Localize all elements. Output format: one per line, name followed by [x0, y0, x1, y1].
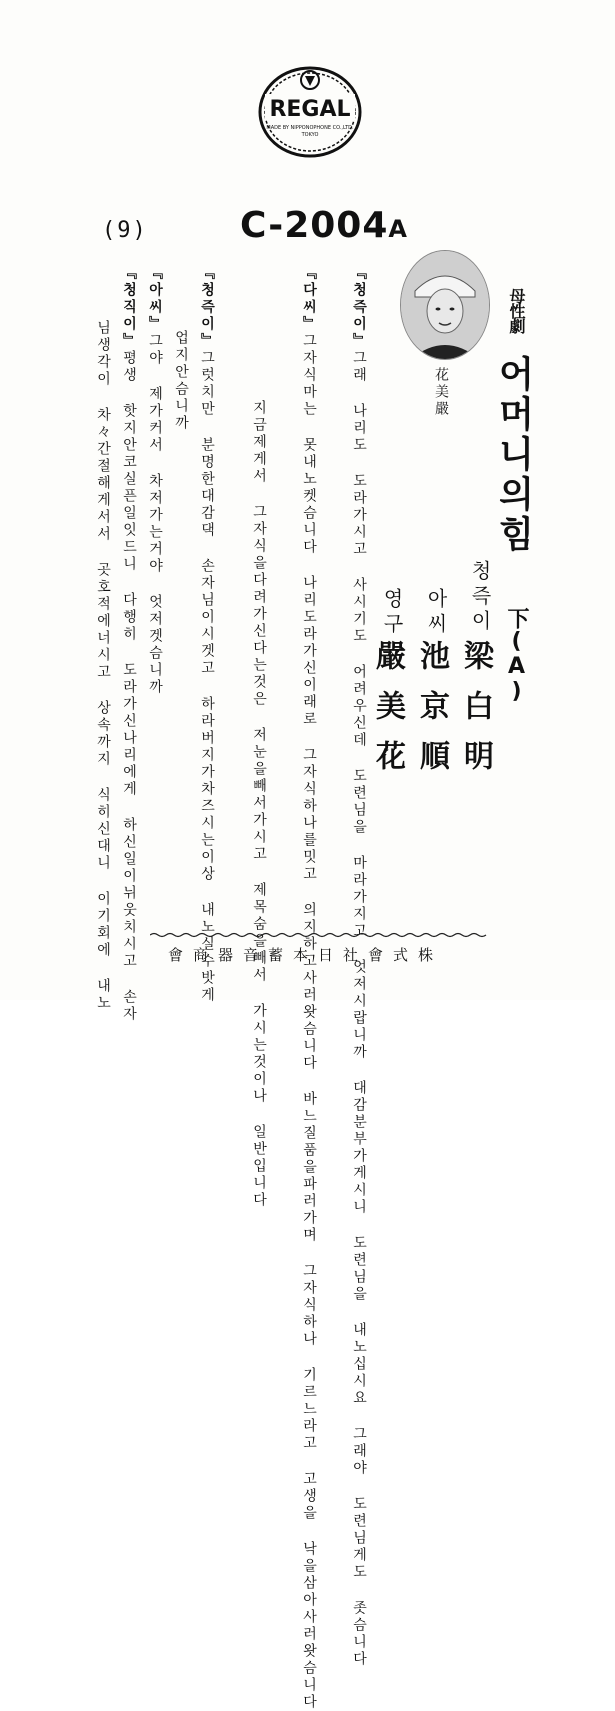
script-text-7: 평생 핫지안코실픈일잇드니 다행히 도라가신나리에게 하신일이뉘웃치시고 손자: [121, 350, 137, 1023]
script-text-2: 그자식마는 못내노켓슴니다 나리도라가신이래로 그자식하나를밋고 의지하고사러왓슴니다 바느질품을파러가며 그자식하나 기르느라고 고생을 낙을삼아사러왓슴니다: [301, 333, 317, 1711]
genre-label: 母性劇: [507, 288, 526, 333]
drama-title: 어머니의힘: [493, 355, 534, 555]
script-speaker-7: 『청직이』: [121, 265, 137, 350]
script-speaker-4: 『청즉이』: [199, 265, 215, 350]
script-text-8: 님생각이 차々간절해게서서 곳호적에너시고 상속까지 식히신대니 이기회에 내노: [95, 320, 111, 1012]
portrait-icon: [401, 251, 489, 359]
script-line-5: [174, 330, 188, 432]
script-line-2: [302, 265, 316, 1711]
script-line-8: [96, 320, 110, 1012]
script-speaker-6: 『아씨』: [147, 265, 163, 333]
logo-city-text: TOKYO: [301, 132, 319, 138]
cast-name-1: 梁白明: [458, 640, 493, 790]
regal-badge-icon: [255, 60, 365, 160]
script-line-7: [122, 265, 136, 1023]
part-side: (A): [504, 629, 529, 704]
publisher-footer: 會商器音蓄本日社會式株: [168, 946, 444, 964]
logo-brand-text: REGAL: [269, 97, 351, 122]
cast-role-3: 영구: [380, 588, 404, 638]
catalog-code: C-2004: [240, 205, 389, 246]
logo-maker-text: MADE BY NIPPONOPHONE CO.,LTD.: [266, 125, 354, 131]
cast-name-3: 嚴美花: [370, 640, 405, 790]
script-line-1: [352, 265, 366, 1668]
cast-role-1: 청즉이: [468, 560, 492, 635]
wavy-divider: [150, 932, 490, 938]
cast-name-2: 池京順: [414, 640, 449, 790]
record-page-number: (9): [102, 218, 148, 243]
script-speaker-2: 『다씨』: [301, 265, 317, 333]
script-text-5: 업지안슴니까: [173, 330, 189, 432]
script-text-6: 그야 제가커서 차저가는거야 엇저겟슴니까: [147, 333, 163, 696]
photo-caption: 花美嚴: [433, 367, 449, 418]
script-text-3: 지금제게서 그자식을다려가신다는것은 저눈을빼서가시고 제목숨을빼서 가시는것이나 일반입니다: [251, 400, 267, 1209]
script-text-4: 그럿치만 분명한대감댁 손자님이시겟고 하라버지가차즈시는이상 내노실수밧게: [199, 350, 215, 1004]
part-volume: 下: [504, 607, 529, 629]
script-line-6: [148, 265, 162, 696]
catalog-side: A: [388, 215, 408, 243]
script-text-1: 그래 나리도 도라가시고 사시기도 어려우신데 도련님을 마라가지고 엇저시랍니까 대감분부가게시니 도련님을 내노십시요 그래야 도련님게도 좃슴니다: [351, 350, 367, 1668]
part-label: [505, 607, 527, 704]
regal-logo: [255, 60, 365, 160]
actress-photo: [400, 250, 490, 360]
catalog-number: [240, 205, 408, 246]
cast-role-2: 아씨: [424, 588, 448, 638]
script-line-3: [252, 400, 266, 1209]
script-line-4: [200, 265, 214, 1004]
script-speaker-1: 『청즉이』: [351, 265, 367, 350]
